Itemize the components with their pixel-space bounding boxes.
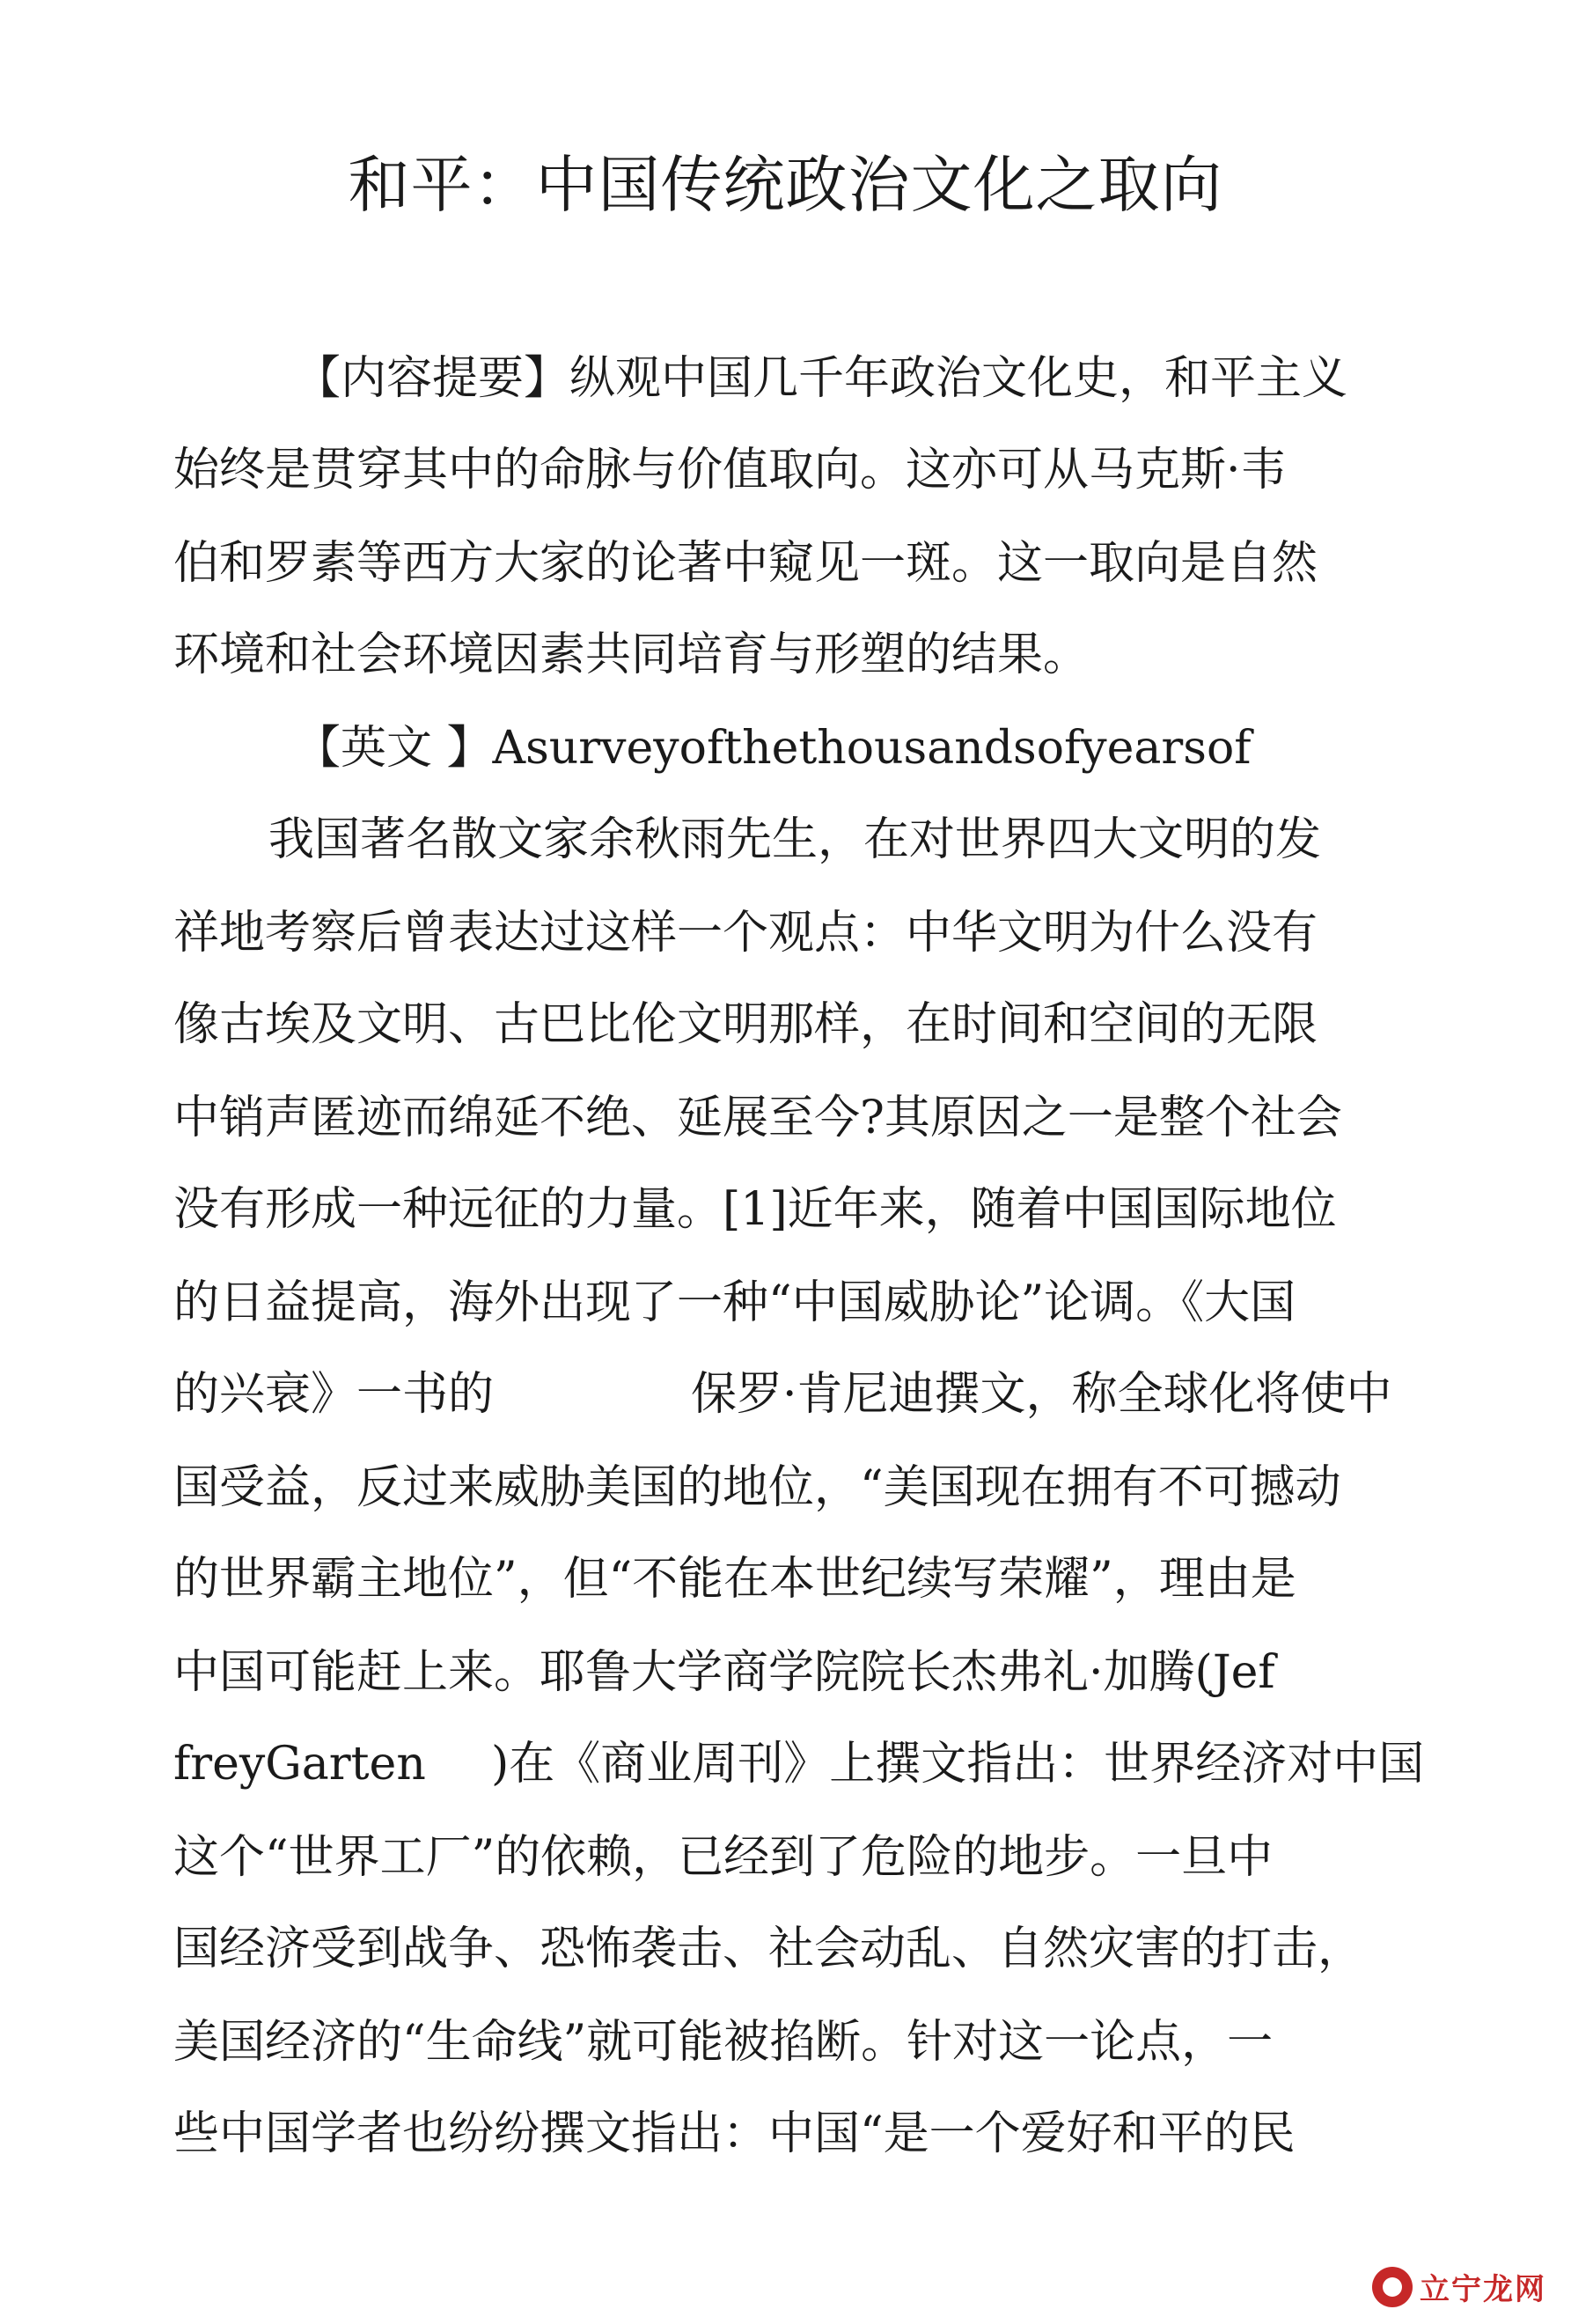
text-line: 的日益提高，海外出现了一种“中国威胁论”论调。《大国: [173, 1276, 1296, 1329]
logo-circle-icon: [1372, 2267, 1413, 2307]
text-line: 的世界霸主地位”，但“不能在本世纪续写荣耀”，理由是: [173, 1553, 1296, 1606]
text-line: 保罗·肯尼迪撰文，称全球化将使中: [691, 1368, 1392, 1421]
text-line: 我国著名散文家余秋雨先生，在对世界四大文明的发: [268, 813, 1322, 866]
text-line: 国经济受到战争、恐怖袭击、社会动乱、自然灾害的打击，: [173, 1923, 1364, 1975]
text-line: 伯和罗素等西方大家的论著中窥见一斑。这一取向是自然: [173, 537, 1318, 590]
page-title: 和平：中国传统政治文化之取向: [348, 149, 1223, 221]
text-line: 【内容提要】纵观中国几千年政治文化史，和平主义: [295, 352, 1348, 405]
text-line: 这个“世界工厂”的依赖，已经到了危险的地步。一旦中: [173, 1831, 1274, 1884]
text-line: 像古埃及文明、古巴比伦文明那样，在时间和空间的无限: [173, 998, 1318, 1051]
text-line: 中国可能赶上来。耶鲁大学商学院院长杰弗礼·加腾(Jef: [173, 1646, 1275, 1699]
text-line: 国受益，反过来威胁美国的地位，“美国现在拥有不可撼动: [173, 1461, 1341, 1514]
text-line: 美国经济的“生命线”就可能被掐断。针对这一论点，一: [173, 2016, 1274, 2069]
text-line: freyGarten: [173, 1738, 426, 1791]
text-line: 祥地考察后曾表达过这样一个观点：中华文明为什么没有: [173, 907, 1318, 960]
site-watermark: [1372, 2265, 1546, 2308]
text-line: 【英文 】Asurveyofthethousandsofyearsof: [295, 722, 1252, 775]
text-line: 始终是贯穿其中的命脉与价值取向。这亦可从马克斯·韦: [173, 444, 1287, 496]
text-line: 没有形成一种远征的力量。[1]近年来，随着中国国际地位: [173, 1183, 1337, 1236]
text-line: 些中国学者也纷纷撰文指出：中国“是一个爱好和平的民: [173, 2107, 1296, 2160]
text-line: 的兴衰》一书的: [173, 1368, 495, 1421]
text-line: 环境和社会环境因素共同培育与形塑的结果。: [173, 629, 1090, 681]
text-line: )在《商业周刊》上撰文指出：世界经济对中国: [491, 1738, 1425, 1791]
watermark-text: 立宁龙网: [1420, 2272, 1546, 2307]
text-line: 中销声匿迹而绵延不绝、延展至今?其原因之一是整个社会: [173, 1092, 1342, 1144]
